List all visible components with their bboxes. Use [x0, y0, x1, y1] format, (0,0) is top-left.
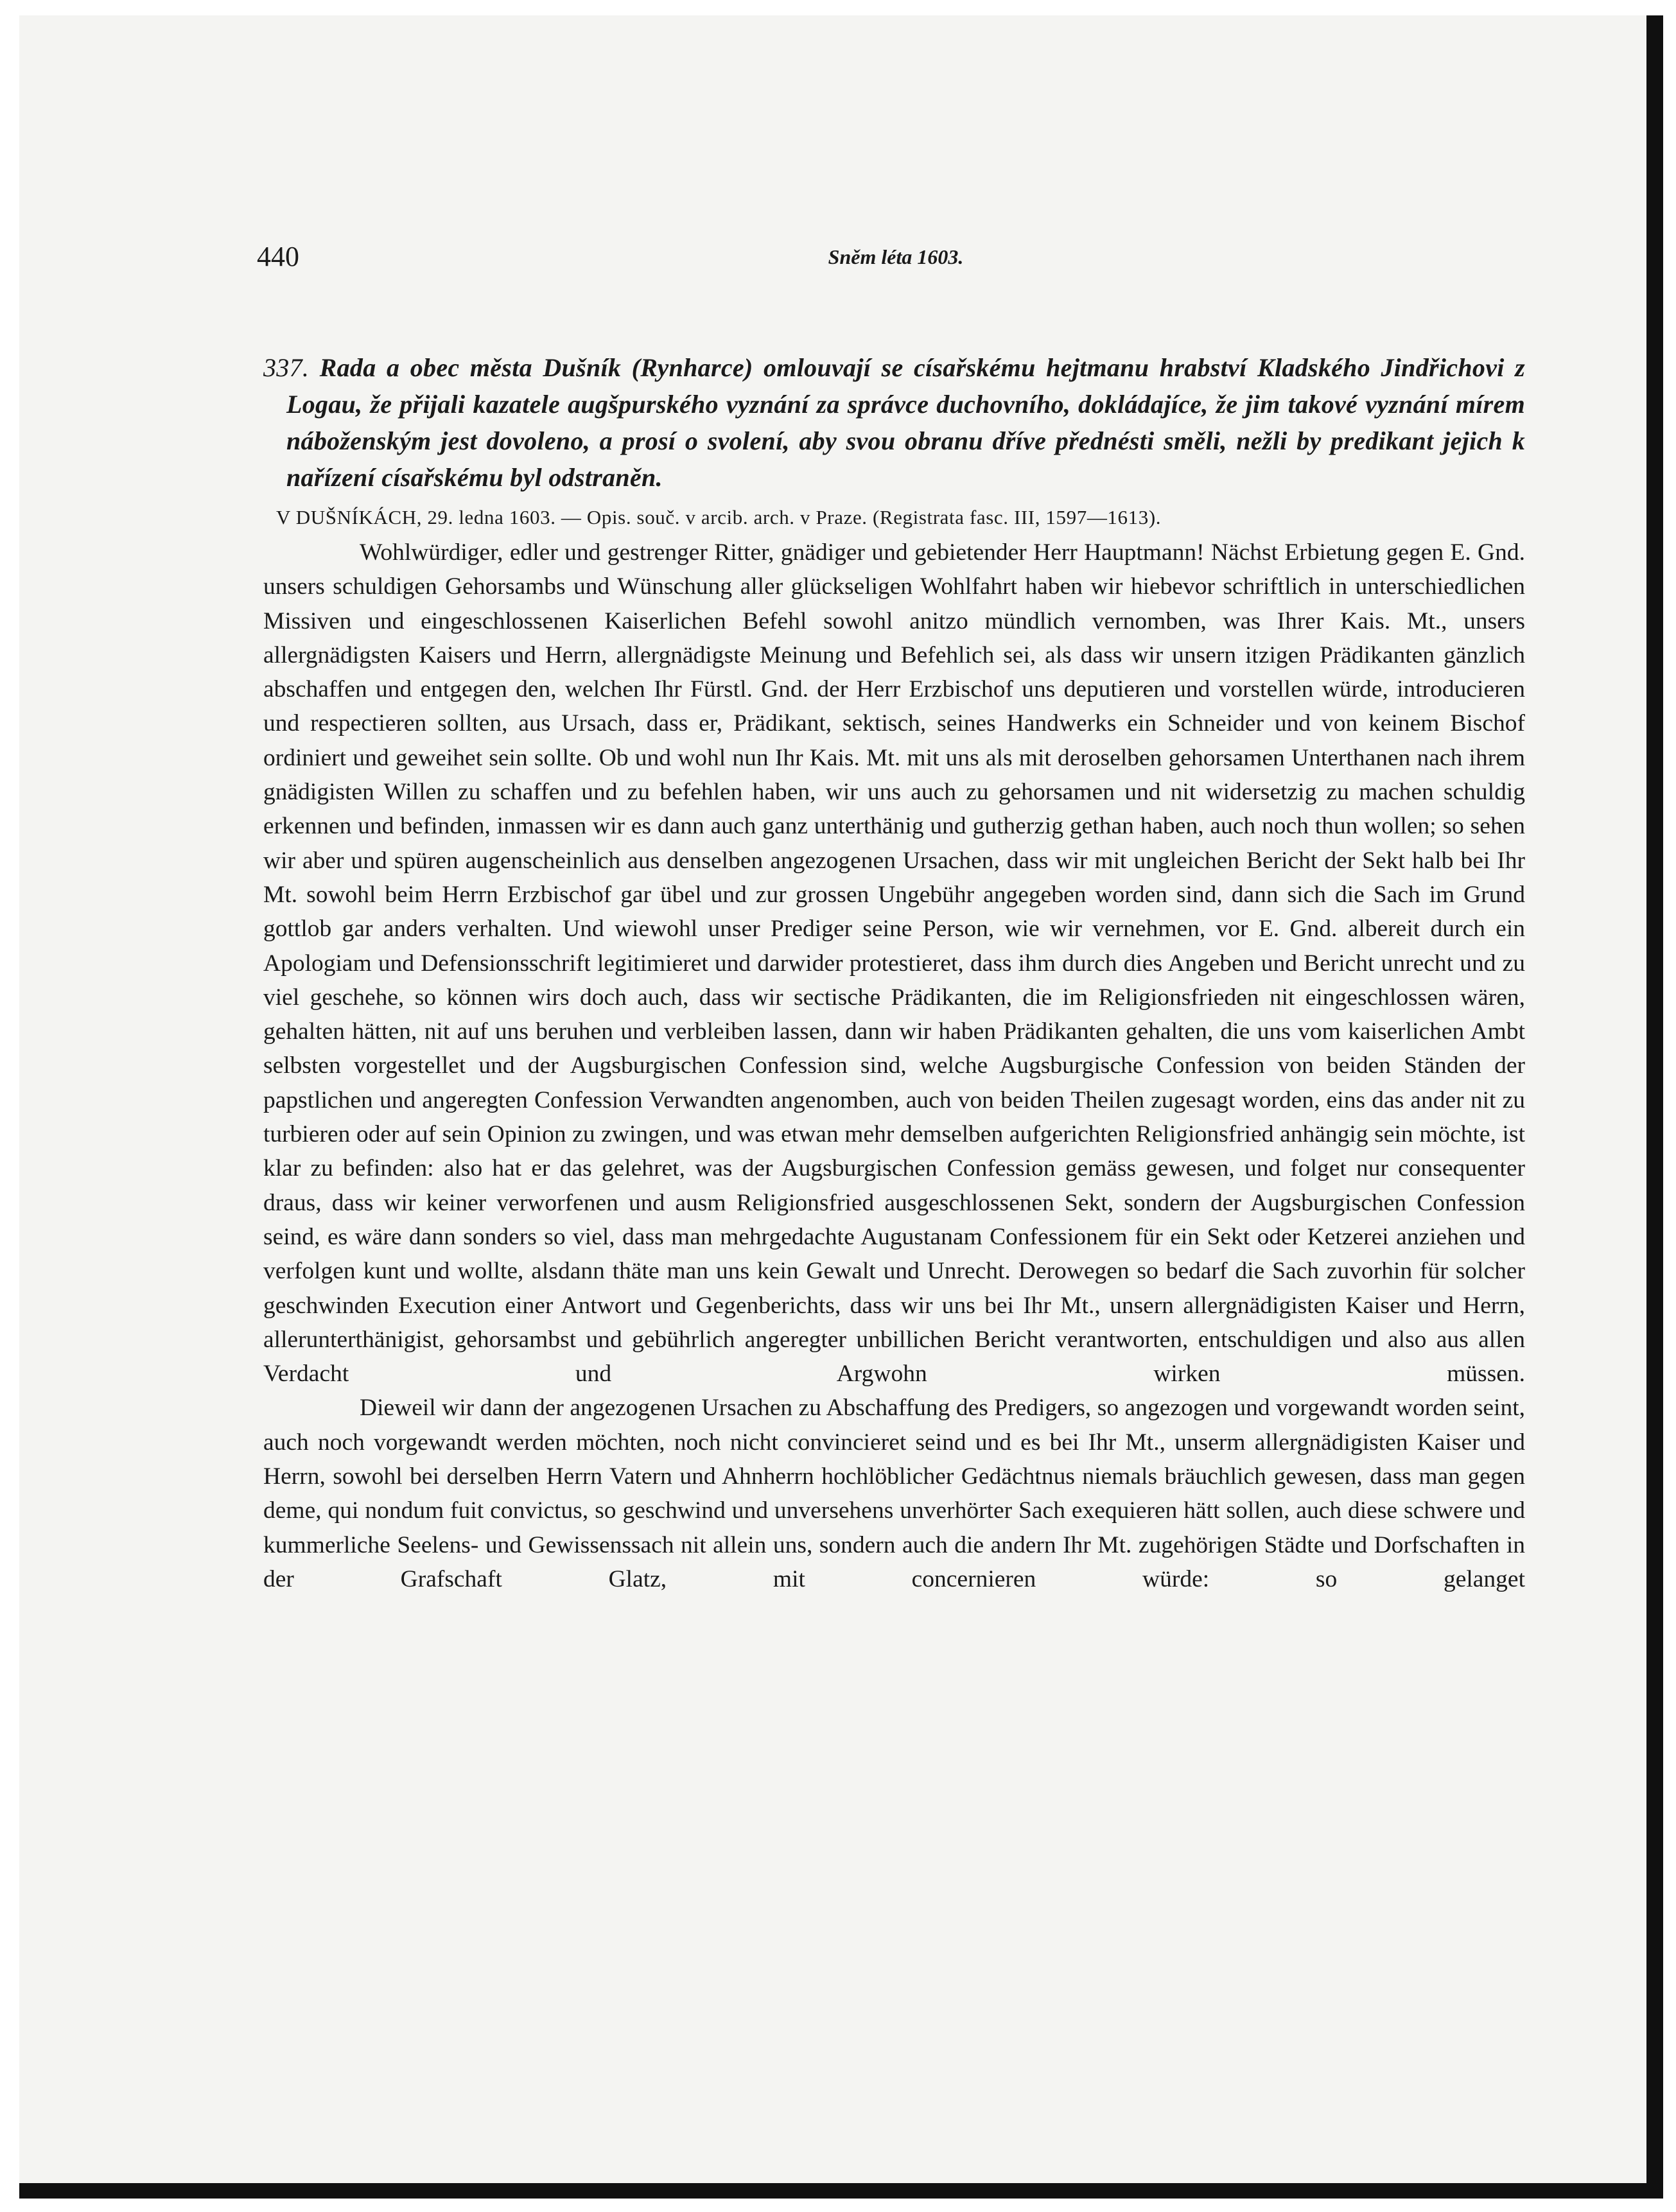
document-heading	[263, 349, 1525, 496]
document-summary: Rada a obec města Dušník (Rynharce) omlouvají se císařskému hejtmanu hrabství Kladského Jindřichovi z Logau, že přijali kazatele augšpurského vyznání za správce duchovního, dokládajíce, že jim takové vyznání mírem náboženským jest dovoleno, a prosí o svolení, aby svou obranu dříve přednésti směli, nežli by predikant jejich k nařízení císařskému byl odstraněn.	[286, 353, 1525, 492]
scanned-page	[19, 15, 1663, 2199]
page-header	[257, 240, 1535, 279]
scan-edge-bottom	[19, 2183, 1663, 2199]
source-citation: V DUŠNÍKÁCH, 29. ledna 1603. — Opis. souč. v arcib. arch. v Praze. (Registrata fasc. III, 1597—1613).	[276, 506, 1162, 528]
body-paragraph-1: Wohlwürdiger, edler und gestrenger Ritter, gnädiger und gebietender Herr Hauptmann! Nächst Erbietung gegen E. Gnd. unsers schuldigen Gehorsambs und Wünschung aller glückseligen Wohlfahrt haben wir hiebevor schriftlich in unterschiedlichen Missiven und eingeschlossenen Kaiserlichen Befehl sowohl anitzo mündlich vernomben, was Ihrer Kais. Mt., unsers allergnädigsten Kaisers und Herrn, allergnädigste Meinung und Befehlich sei, als dass wir unsern itzigen Prädikanten gänzlich abschaffen und entgegen den, welchen Ihr Fürstl. Gnd. der Herr Erzbischof uns deputieren und vorstellen würde, introducieren und respectieren sollten, aus Ursach, dass er, Prädikant, sektisch, seines Handwerks ein Schneider und von keinem Bischof ordiniert und geweihet sein sollte. Ob und wohl nun Ihr Kais. Mt. mit uns als mit deroselben gehorsamen Unterthanen nach ihrem gnädigisten Willen zu schaffen und zu befehlen haben, wir uns auch zu gehorsamen und nit widersetzig zu machen schuldig erkennen und befinden, inmassen wir es dann auch ganz unterthänig und gutherzig gethan haben, auch noch thun wollen; so sehen wir aber und spüren augenscheinlich aus denselben angezogenen Ursachen, dass wir mit ungleichen Bericht der Sekt halb bei Ihr Mt. sowohl beim Herrn Erzbischof gar übel und zur grossen Ungebühr angegeben worden sind, dann sich die Sach im Grund gottlob gar anders verhalten. Und wiewohl unser Prediger seine Person, wie wir vernehmen, vor E. Gnd. albereit durch ein Apologiam und Defensionsschrift legitimieret und darwider protestieret, dass ihm durch dies Angeben und Bericht unrecht und zu viel geschehe, so können wirs doch auch, dass wir sectische Prädikanten, die im Religionsfrieden nit eingeschlossen wären, gehalten hätten, nit auf uns beruhen und verbleiben lassen, dann wir haben Prädikanten gehalten, die uns vom kaiserlichen Ambt selbsten vorgestellet und der Augsburgischen Confession sind, welche Augsburgische Confession von beiden Ständen der papstlichen und angeregten Confession Verwandten angenomben, auch von beiden Theilen zugesagt worden, eins das ander nit zu turbieren oder auf sein Opinion zu zwingen, und was etwan mehr demselben aufgerichten Religionsfried anhängig sein möchte, ist klar zu befinden: also hat er das gelehret, was der Augsburgischen Confession gemäss gewesen, und folget nur consequenter draus, dass wir keiner verworfenen und ausm Religionsfried ausgeschlossenen Sekt, sondern der Augsburgischen Confession seind, es wäre dann sonders so viel, dass man mehrgedachte Augustanam Confessionem für ein Sekt oder Ketzerei anziehen und verfolgen kunt und wollte, alsdann thäte man uns kein Gewalt und Unrecht. Derowegen so bedarf die Sach zuvorhin für solcher geschwinden Execution einer Antwort und Gegenberichts, dass wir uns bei Ihr Mt., unsern allergnädigisten Kaiser und Herrn, allerunterthänigist, gehorsambst und gebührlich angeregter unbillichen Bericht verantworten, entschuldigen und also aus allen Verdacht und Argwohn wirken müssen.	[263, 539, 1525, 1388]
running-title: Sněm léta 1603.	[828, 245, 964, 268]
body-paragraph-2: Dieweil wir dann der angezogenen Ursachen zu Abschaffung des Predigers, so angezogen und vorgewandt worden seint, auch noch vorgewandt werden möchten, noch nicht convincieret seind und es bei Ihr Mt., unserm allergnädigisten Kaiser und Herrn, sowohl bei derselben Herrn Vatern und Ahnherrn hochlöblicher Gedächtnus niemals bräuchlich gewesen, dass man gegen deme, qui nondum fuit convictus, so geschwind und unversehens unverhörter Sach exequieren hätt sollen, auch diese schwere und kummerliche Seelens- und Gewissenssach nit allein uns, sondern auch die andern Ihr Mt. zugehörigen Städte und Dorfschaften in der Grafschaft Glatz, mit concernieren würde: so gelanget	[263, 1395, 1525, 1592]
document-number: 337.	[263, 353, 310, 382]
scan-edge-right	[1646, 15, 1663, 2199]
document-content	[263, 349, 1525, 1596]
page-number: 440	[257, 241, 299, 272]
